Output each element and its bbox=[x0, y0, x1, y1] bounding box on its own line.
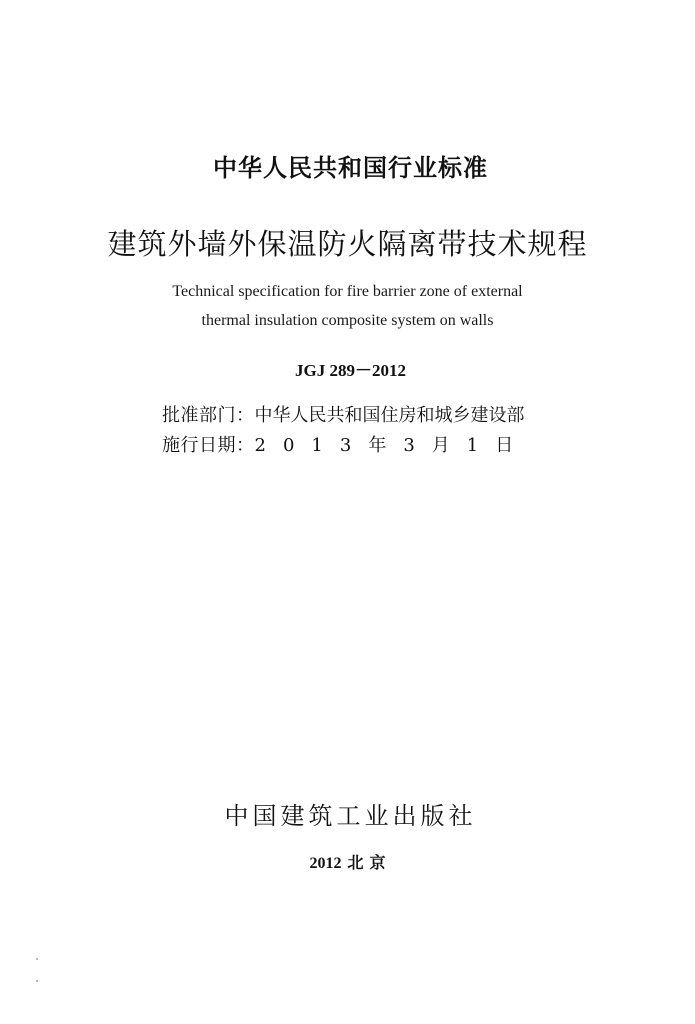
scan-speck bbox=[36, 958, 38, 960]
date-part: 年 bbox=[368, 435, 387, 456]
title-english-line-1: Technical specification for fire barrier zone of external bbox=[172, 283, 523, 300]
date-part: 3 bbox=[339, 435, 352, 456]
standard-number: JGJ 289－2012 bbox=[295, 361, 406, 380]
approval-value: 中华人民共和国住房和城乡建设部 bbox=[254, 405, 525, 426]
approval-department bbox=[162, 401, 525, 427]
date-part: 月 bbox=[431, 435, 450, 456]
date-part: 0 bbox=[282, 435, 295, 456]
effective-label: 施行日期： bbox=[162, 435, 255, 456]
title-chinese: 建筑外墙外保温防火隔离带技术规程 bbox=[107, 227, 588, 261]
approval-label: 批准部门： bbox=[162, 405, 255, 426]
date-part: 1 bbox=[311, 435, 323, 456]
imprint bbox=[0, 850, 695, 873]
title-english-line-2: thermal insulation composite system on walls bbox=[201, 312, 494, 329]
scan-speck bbox=[36, 980, 38, 982]
imprint-year: 2012 bbox=[309, 855, 342, 872]
date-part: 日 bbox=[495, 435, 514, 456]
standard-type: 中华人民共和国行业标准 bbox=[213, 154, 488, 182]
date-part: 3 bbox=[403, 435, 415, 456]
publisher: 中国建筑工业出版社 bbox=[224, 802, 477, 830]
date-part: 1 bbox=[466, 435, 479, 456]
imprint-city: 北京 bbox=[347, 853, 392, 872]
effective-date-value bbox=[255, 435, 531, 456]
effective-date bbox=[162, 431, 530, 457]
date-part: 2 bbox=[254, 435, 266, 456]
